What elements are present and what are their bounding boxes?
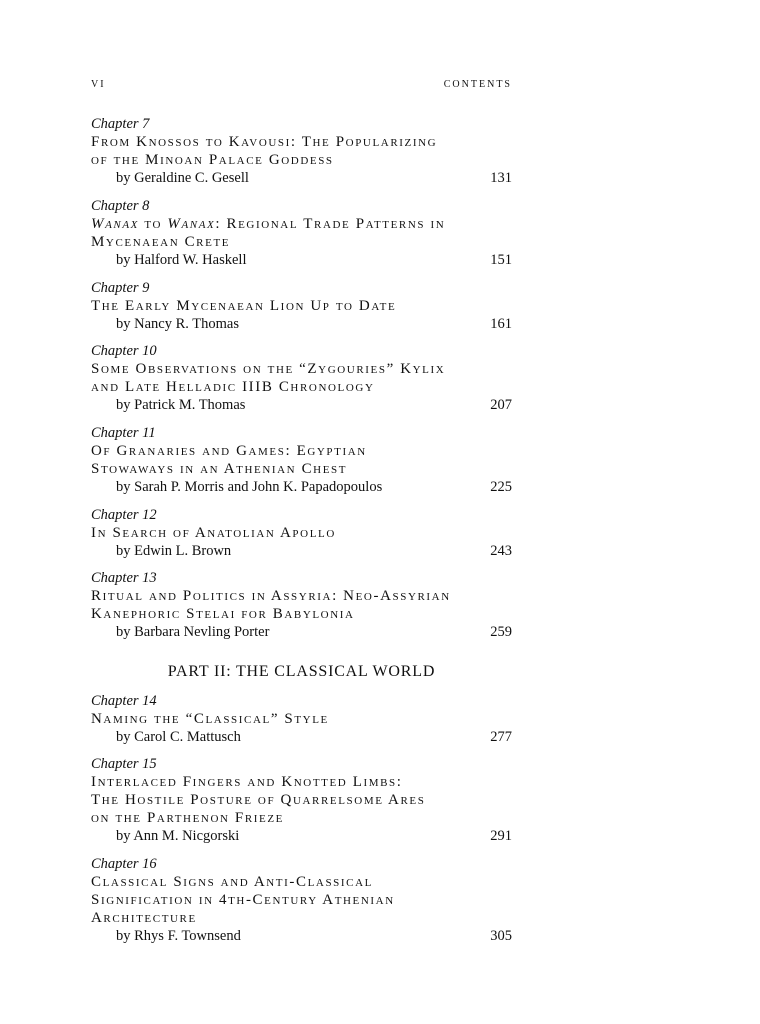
chapter-title-line: Ritual and Politics in Assyria: Neo-Assyrian [91, 588, 451, 604]
toc-entry-chapter-16 [91, 855, 512, 945]
chapter-author: by Halford W. Haskell [116, 252, 247, 268]
chapter-label: Chapter 10 [91, 343, 157, 359]
chapter-title-line: Stowaways in an Athenian Chest [91, 461, 348, 477]
toc-entry-chapter-15 [91, 755, 512, 845]
chapter-title-line: Signification in 4th-Century Athenian [91, 892, 395, 908]
toc-entry-chapter-12 [91, 506, 512, 560]
toc-entry-chapter-10 [91, 342, 512, 414]
chapter-title-line: Architecture [91, 910, 197, 926]
author-line [91, 478, 512, 496]
chapter-label: Chapter 11 [91, 425, 156, 441]
chapter-title-line: The Early Mycenaean Lion Up to Date [91, 298, 397, 314]
chapter-author: by Barbara Nevling Porter [116, 624, 270, 640]
toc-entry-chapter-11 [91, 424, 512, 496]
chapter-author: by Rhys F. Townsend [116, 928, 241, 944]
wanax-italic: Wanax [167, 216, 216, 232]
author-line [91, 169, 512, 187]
chapter-author: by Edwin L. Brown [116, 543, 232, 559]
chapter-label: Chapter 14 [91, 693, 157, 709]
chapter-title-line: of the Minoan Palace Goddess [91, 152, 334, 168]
chapter-label: Chapter 8 [91, 198, 150, 214]
chapter-title-line: Kanephoric Stelai for Babylonia [91, 606, 355, 622]
part-heading: PART II: THE CLASSICAL WORLD [167, 663, 436, 680]
chapter-page: 225 [490, 479, 512, 495]
running-head [91, 79, 512, 93]
chapter-title-line: and Late Helladic IIIB Chronology [91, 379, 375, 395]
chapter-title-line: The Hostile Posture of Quarrelsome Ares [91, 792, 426, 808]
author-line [91, 315, 512, 333]
chapter-author: by Geraldine C. Gesell [116, 170, 249, 186]
chapter-page: 131 [490, 170, 512, 186]
chapter-title-line: Naming the “Classical” Style [91, 711, 329, 727]
chapter-author: by Patrick M. Thomas [116, 397, 246, 413]
chapter-title-line: Interlaced Fingers and Knotted Limbs: [91, 774, 403, 790]
chapter-title-line: Mycenaean Crete [91, 234, 231, 250]
toc-entry-chapter-7 [91, 115, 512, 187]
chapter-page: 161 [490, 316, 512, 332]
chapter-label: Chapter 12 [91, 507, 157, 523]
chapter-title-line: From Knossos to Kavousi: The Popularizing [91, 134, 438, 150]
chapter-label: Chapter 13 [91, 570, 157, 586]
author-line [91, 251, 512, 269]
author-line [91, 728, 512, 746]
chapter-title-line: In Search of Anatolian Apollo [91, 525, 336, 541]
chapter-label: Chapter 16 [91, 856, 157, 872]
chapter-label: Chapter 15 [91, 756, 157, 772]
chapter-page: 151 [490, 252, 512, 268]
author-line [91, 542, 512, 560]
chapter-title-line: Some Observations on the “Zygouries” Kylix [91, 361, 446, 377]
chapter-author: by Nancy R. Thomas [116, 316, 239, 332]
chapter-author: by Sarah P. Morris and John K. Papadopoulos [116, 479, 383, 495]
toc-entry-chapter-8 [91, 197, 512, 269]
chapter-label: Chapter 7 [91, 116, 150, 132]
author-line [91, 827, 512, 845]
chapter-label: Chapter 9 [91, 280, 150, 296]
chapter-page: 291 [490, 828, 512, 844]
chapter-author: by Ann M. Nicgorski [116, 828, 240, 844]
toc-entry-chapter-9 [91, 279, 512, 333]
author-line [91, 396, 512, 414]
section-title: CONTENTS [443, 79, 512, 90]
author-line [91, 927, 512, 945]
chapter-page: 277 [490, 729, 512, 745]
chapter-page: 243 [490, 543, 512, 559]
toc-entry-chapter-14 [91, 692, 512, 746]
chapter-page: 305 [490, 928, 512, 944]
chapter-title-line: Of Granaries and Games: Egyptian [91, 443, 367, 459]
author-line [91, 623, 512, 641]
chapter-author: by Carol C. Mattusch [116, 729, 241, 745]
wanax-italic: Wanax [91, 216, 139, 232]
chapter-title-line: Wanax to Wanax: Regional Trade Patterns in [91, 216, 446, 232]
toc-entry-chapter-13 [91, 569, 512, 641]
chapter-title-line: on the Parthenon Frieze [91, 810, 284, 826]
chapter-title-line: Classical Signs and Anti-Classical [91, 874, 373, 890]
page-number: VI [91, 79, 106, 90]
chapter-page: 207 [490, 397, 512, 413]
chapter-page: 259 [490, 624, 512, 640]
